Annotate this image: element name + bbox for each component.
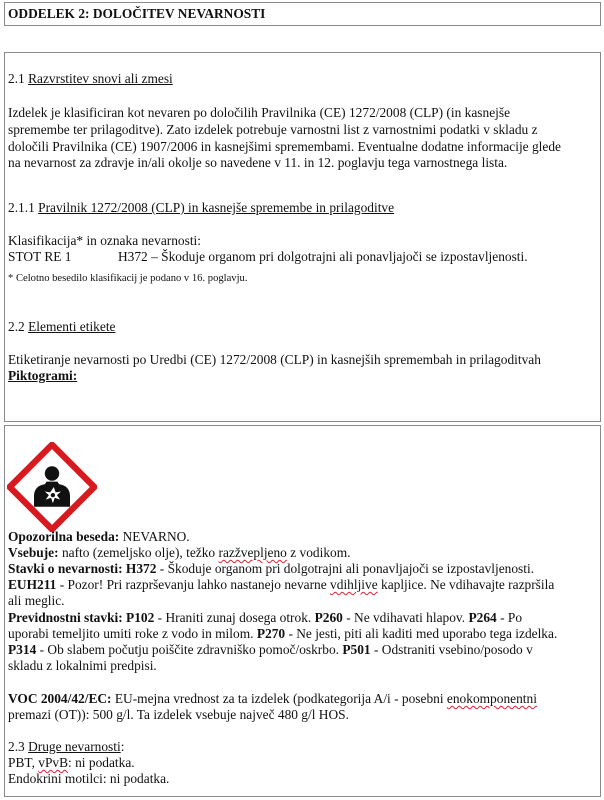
euh-text-word: vdihljive (330, 577, 378, 592)
p260-code: P260 (311, 610, 343, 625)
subsection-2-3-heading (8, 738, 124, 755)
contains-value-word: razžveplјeno (218, 545, 287, 560)
pbt-label: PBT, (8, 755, 39, 770)
classification-code: STOT RE 1 (8, 249, 72, 264)
contains-label: Vsebuje: (8, 545, 59, 560)
pictograms-label: Piktogrami: (8, 368, 78, 383)
contains-value: nafto (zemeljsko olje), težko (58, 545, 219, 560)
para-line: določili Pravilnika (CE) 1907/2006 in kasnejšimi spremembami. Eventualne dodatne informacije glede (8, 139, 561, 154)
p264-code: P264 (465, 610, 497, 625)
section-header-box (4, 2, 601, 26)
euh-line (8, 576, 554, 593)
classification-statement: H372 – Škoduje organom pri dolgotrajni ali ponavljajoči se izpostavljenosti. (118, 249, 528, 264)
euh-line-2: ali meglic. (8, 593, 65, 608)
subsection-2-1-heading (8, 70, 173, 87)
hazard-code: H372 (122, 561, 157, 576)
para-line: Izdelek je klasificiran kot nevaren po določilih Pravilnika (CE) 1272/2008 (CLP) (in kasnejše (8, 105, 511, 120)
health-hazard-icon (7, 442, 97, 532)
para-line: na nevarnost za zdravje in/ali okolje so navedene v 11. in 12. poglavju tega varnostnega lista. (8, 155, 508, 170)
subsection-number: 2.1 (8, 71, 25, 86)
subsection-number: 2.2 (8, 319, 25, 334)
signal-word-line (8, 528, 190, 545)
voc-label: VOC 2004/42/EC: (8, 691, 112, 706)
signal-word-value: NEVARNO. (119, 529, 190, 544)
labelling-paragraph: Etiketiranje nevarnosti po Uredbi (CE) 1272/2008 (CLP) in kasnejših spremembah in prilagoditvah (8, 352, 541, 367)
section-title: ODDELEK 2: DOLOČITEV NEVARNOSTI (8, 6, 266, 21)
endocrine-line: Endokrini motilci: ni podatka. (8, 771, 170, 786)
vpvb-label: vPvB (38, 755, 69, 770)
euh-text-end: kapljice. Ne vdihavajte razpršila (377, 577, 555, 592)
precautionary-line-2 (8, 625, 557, 642)
p260-text: - Ne vdihavati hlapov. (342, 610, 466, 625)
voc-line (8, 690, 537, 707)
subsection-title: Druge nevarnosti (28, 739, 121, 754)
subsection-title: Elementi etikete (28, 319, 116, 334)
subsection-title: Razvrstitev snovi ali zmesi (28, 71, 173, 86)
p270-code: P270 (253, 626, 286, 641)
voc-text-word: enokomponentni (446, 691, 537, 706)
hazard-statements-label: Stavki o nevarnosti: (8, 561, 123, 576)
voc-text: EU-mejna vrednost za ta izdelek (podkategorija A/i - posebni (111, 691, 447, 706)
p270-text: - Ne jesti, piti ali kaditi med uporabo tega izdelka. (285, 626, 558, 641)
p264-text: - Po (496, 610, 523, 625)
contains-value-end: z vodikom. (286, 545, 351, 560)
subsection-title: Pravilnik 1272/2008 (CLP) in kasnejše spremembe in prilagoditve (38, 200, 395, 215)
classification-footnote: * Celotno besedilo klasifikacij je podano v 16. poglavju. (8, 273, 248, 284)
subsection-colon: : (120, 739, 125, 754)
p102-code: P102 (122, 610, 155, 625)
para-line: spremembe ter prilagoditve). Zato izdelek potrebuje varnostni list z varnostnimi podatki v skladu z (8, 122, 538, 137)
pbt-line (8, 754, 135, 771)
precautionary-line-1 (8, 609, 522, 626)
hazard-text: - Škoduje organom pri dolgotrajni ali ponavljajoči se izpostavljenosti. (156, 561, 535, 576)
p501-text: - Odstraniti vsebino/posodo v (370, 642, 533, 657)
p501-code: P501 (339, 642, 371, 657)
p102-text: - Hraniti zunaj dosega otrok. (154, 610, 312, 625)
euh-text: - Pozor! Pri razprševanju lahko nastanejo nevarne (56, 577, 331, 592)
subsection-2-2-heading (8, 318, 115, 335)
p314-text: - Ob slabem počutju poiščite zdravniško pomoč/oskrbo. (36, 642, 339, 657)
precautionary-line-4: skladu z lokalnimi predpisi. (8, 658, 157, 673)
subsection-number: 2.1.1 (8, 200, 35, 215)
voc-line-2: premazi (OT)): 500 g/l. Ta izdelek vsebuje največ 480 g/l HOS. (8, 707, 349, 722)
subsection-2-1-1-heading (8, 199, 394, 216)
hazard-statements-line (8, 560, 534, 577)
subsection-number: 2.3 (8, 739, 25, 754)
signal-word-label: Opozorilna beseda: (8, 529, 120, 544)
euh-code: EUH211 (8, 577, 57, 592)
contains-line (8, 544, 351, 561)
classification-label: Klasifikacija* in oznaka nevarnosti: (8, 233, 201, 248)
pbt-value: : ni podatka. (68, 755, 135, 770)
p314-code: P314 (8, 642, 37, 657)
precautionary-label: Previdnostni stavki: (8, 610, 123, 625)
p264-text-cont: uporabi temeljito umiti roke z vodo in milom. (8, 626, 254, 641)
precautionary-line-3 (8, 641, 533, 658)
